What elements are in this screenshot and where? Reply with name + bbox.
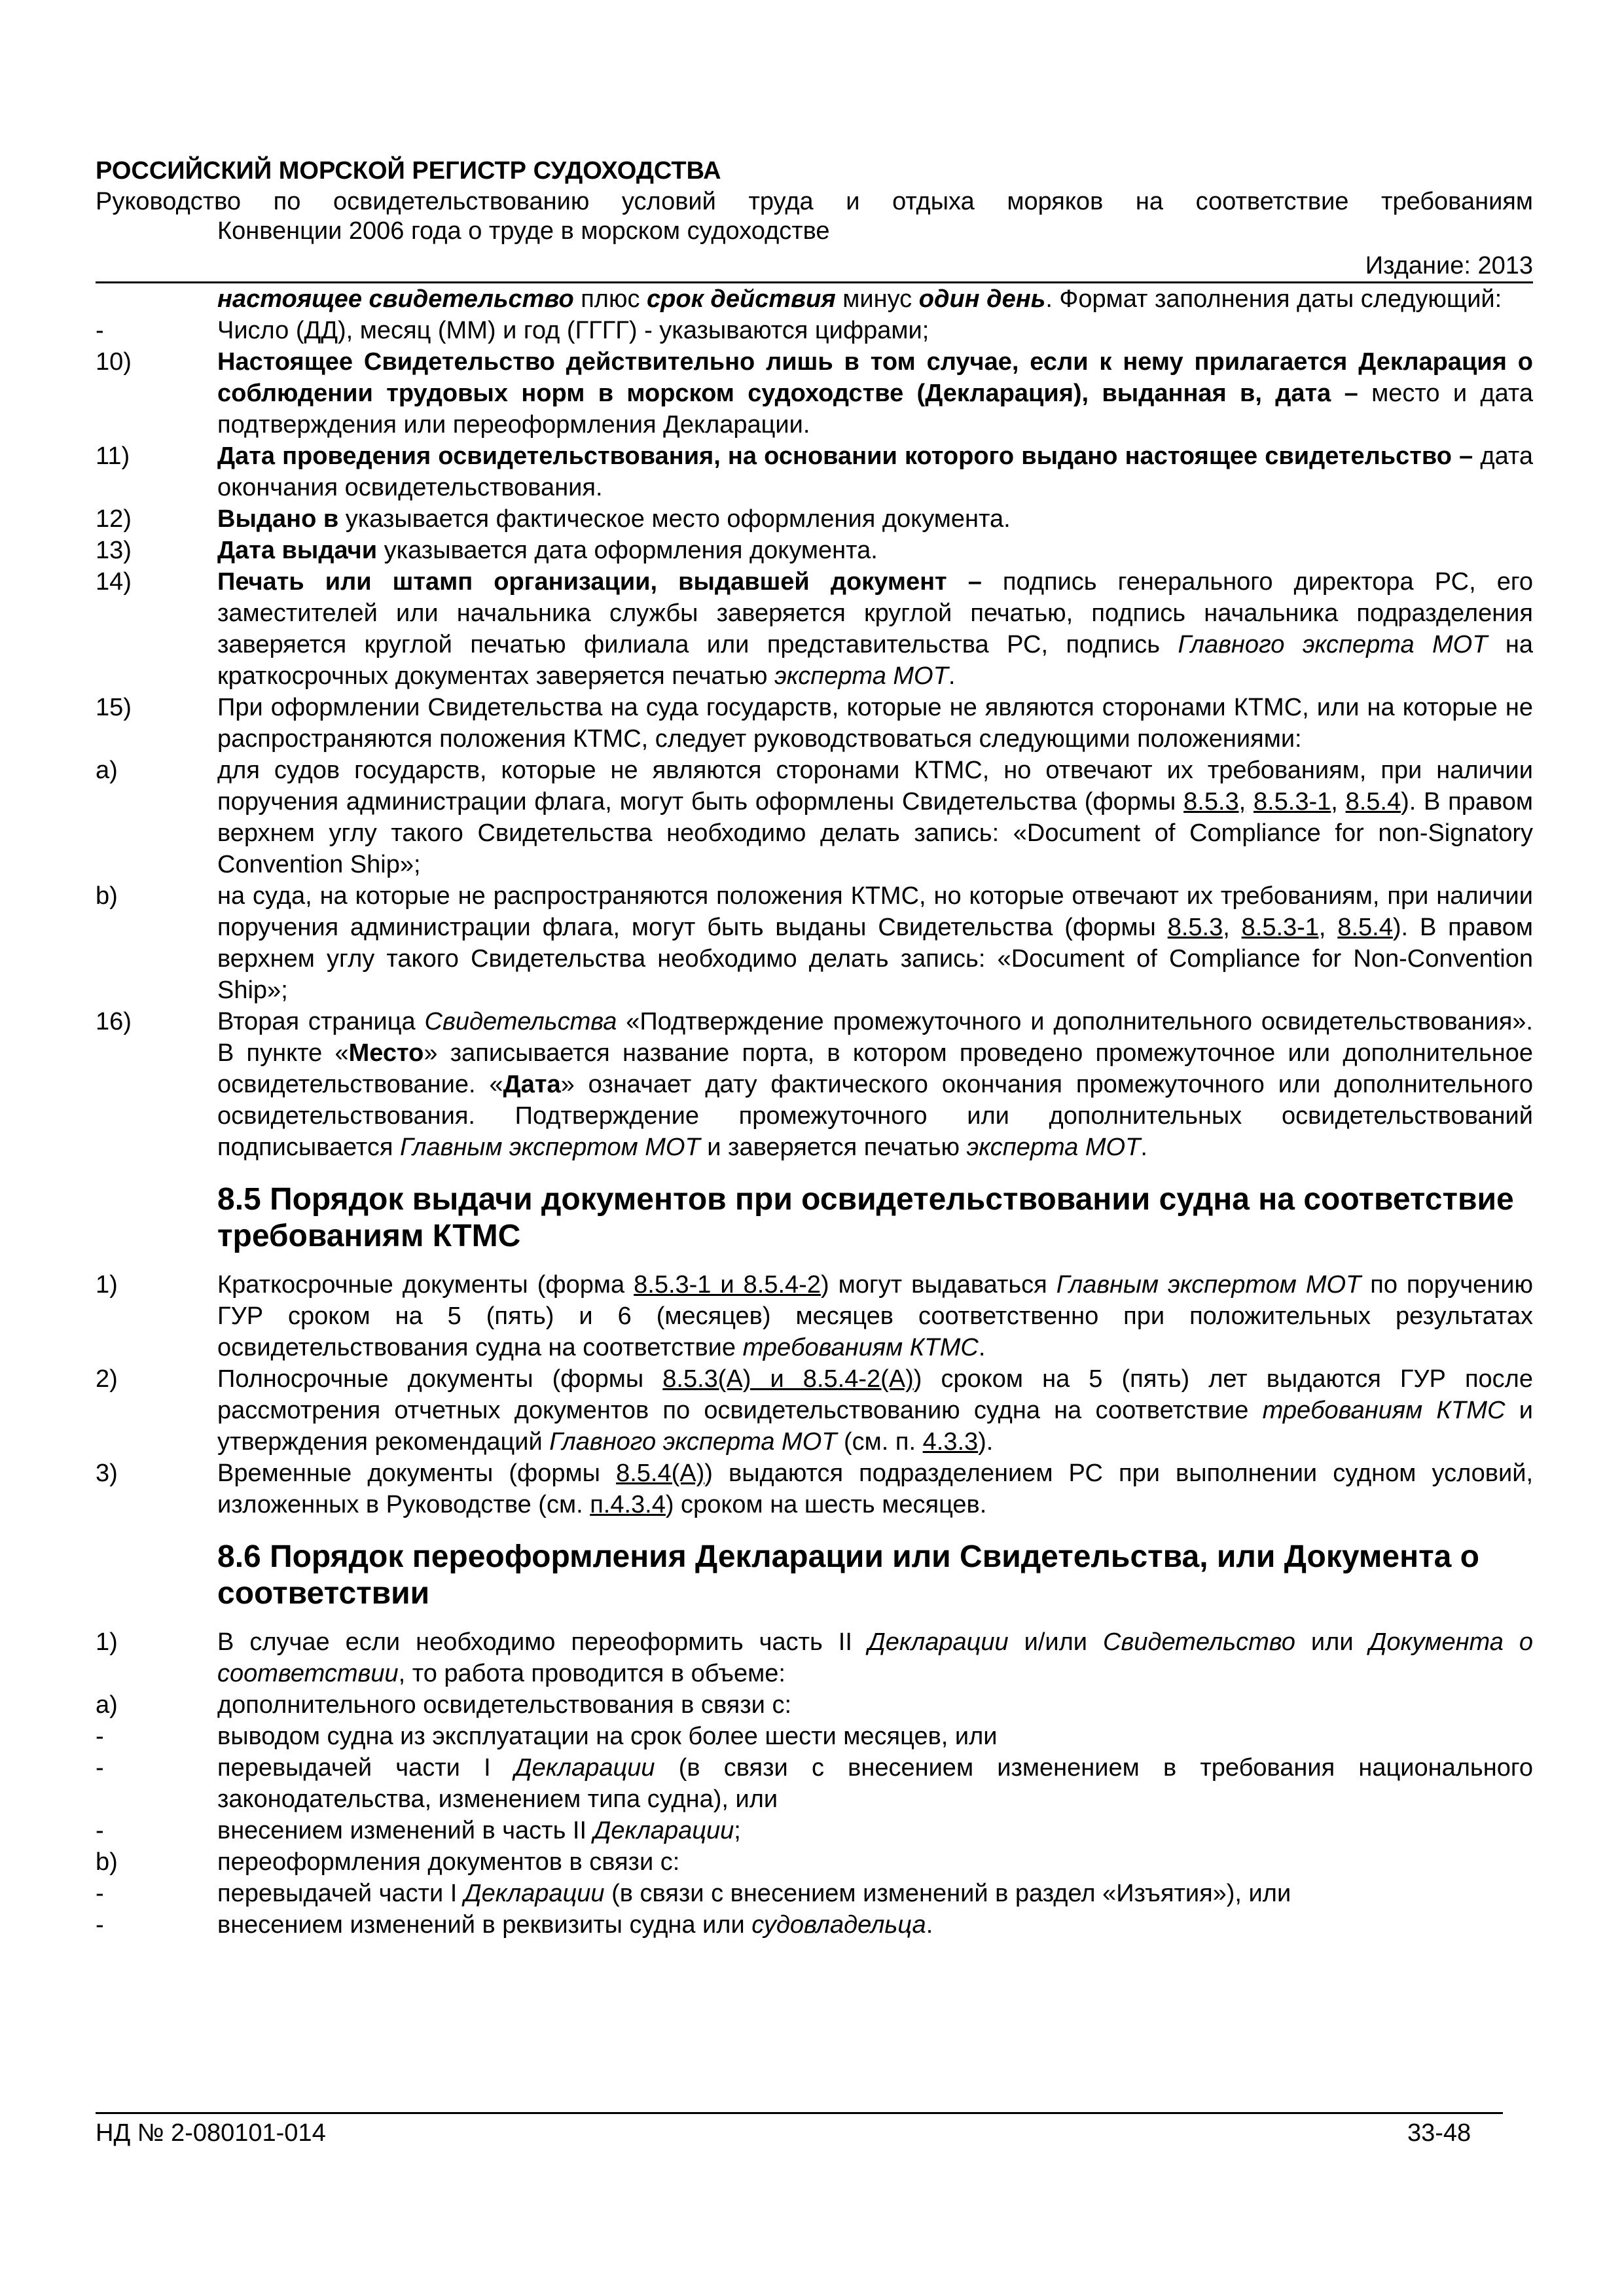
list-item-10: 10) Настоящее Свидетельство действительно лишь в том случае, если к нему прилагается Декларация о соблюдении трудовых норм в морском судоходстве (Декларация), выданная в, дата – место и дата подтверждения или переоформления Декларации. (96, 348, 1533, 439)
form-link-8-5-3-1-and-8-5-4-2[interactable]: 8.5.3-1 и 8.5.4-2 (634, 1271, 821, 1299)
form-link-8-5-4[interactable]: 8.5.4 (1337, 914, 1393, 941)
form-link-8-5-4a[interactable]: 8.5.4(А) (616, 1460, 705, 1487)
footer-divider (96, 2112, 1503, 2114)
footer-doc-number: НД № 2-080101-014 (96, 2119, 326, 2147)
form-link-8-5-3-1[interactable]: 8.5.3-1, (1241, 914, 1326, 941)
section-8-6-item-b-1: - перевыдачей части I Декларации (в связи с внесением изменений в раздел «Изъятия»), или (96, 1880, 1291, 1907)
list-item-14: 14) Печать или штамп организации, выдавшей документ – подпись генерального директора РС, его заместителей или начальника службы заверяется круглой печатью, подпись начальника подразделения заверяется круглой печатью филиала или представительства РС, подпись Главного эксперта МОТ на краткосрочных документах заверяется печатью эксперта МОТ. (96, 568, 1534, 690)
section-link-4-3-3[interactable]: 4.3.3 (922, 1428, 979, 1456)
form-link-8-5-4[interactable]: 8.5.4 (1345, 788, 1401, 816)
term-validity: срок действия (647, 285, 836, 313)
form-link-8-5-3-1[interactable]: 8.5.3-1 (1253, 788, 1331, 816)
list-item-16: 16) Вторая страница Свидетельства «Подтверждение промежуточного и дополнительного освидетельствования». В пункте «Место» записывается название порта, в котором проведено промежуточное или дополнительное освидетельствование. «Дата» означает дату фактического окончания промежуточного или дополнительного освидетельствования. Подтверждение промежуточного или дополнительных освидетельствований подписывается Главным экспертом МОТ и заверяется печатью эксперта МОТ. (96, 1008, 1534, 1161)
list-item-12: 12) Выдано в указывается фактическое место оформления документа. (96, 505, 1011, 533)
header-subtitle-line2: Конвенции 2006 года о труде в морском судоходстве (217, 217, 830, 245)
section-heading-8-6: 8.6 Порядок переоформления Декларации или Свидетельства, или Документа о соответствии (217, 1539, 1479, 1611)
list-item-15b: b) на суда, на которые не распространяются положения КТМС, но которые отвечают их требованиям, при наличии поручения администрации флага, могут быть выданы Свидетельства (формы 8.5.3, 8.5.3-1, 8.5.4). В правом верхнем углу такого Свидетельства необходимо делать запись: «Document of Compliance for Non-Convention Ship»; (96, 882, 1534, 1004)
header-subtitle-line1: Руководство по освидетельствованию условий труда и отдыха моряков на соответствие требованиям (96, 188, 1533, 215)
term-certificate: настоящее свидетельство (217, 285, 574, 313)
section-8-6-item-1: 1) В случае если необходимо переоформить часть II Декларации и/или Свидетельство или Документа о соответствии, то работа проводится в объеме: (96, 1628, 1533, 1687)
form-link-8-5-3a-and-8-5-4-2a[interactable]: 8.5.3(А) и 8.5.4-2(А) (662, 1365, 914, 1393)
list-item-date-format: - Число (ДД), месяц (ММ) и год (ГГГГ) - указываются цифрами; (96, 317, 929, 344)
list-item-11: 11) Дата проведения освидетельствования, на основании которого выдано настоящее свидетельство – дата окончания освидетельствования. (96, 442, 1534, 501)
section-8-6-item-a: a) дополнительного освидетельствования в связи с: (96, 1691, 792, 1719)
main-content (96, 283, 1533, 1941)
section-8-6-item-a-2: - перевыдачей части I Декларации (в связи с внесением изменением в требования национального законодательства, изменением типа судна), или (96, 1754, 1534, 1813)
list-item-13: 13) Дата выдачи указывается дата оформления документа. (96, 537, 878, 564)
section-8-5-item-3: 3) Временные документы (формы 8.5.4(А)) выдаются подразделением РС при выполнении судном условий, изложенных в Руководстве (см. п.4.3.4) сроком на шесть месяцев. (96, 1460, 1534, 1518)
list-item-15a: a) для судов государств, которые не являются сторонами КТМС, но отвечают их требованиям, при наличии поручения администрации флага, могут быть оформлены Свидетельства (формы 8.5.3, 8.5.3-1, 8.5.4). В правом верхнем углу такого Свидетельства необходимо делать запись: «Document of Compliance for non-Signatory Convention Ship»; (96, 757, 1534, 878)
continuation-paragraph: настоящее свидетельство плюс срок действия минус один день. Формат заполнения даты следующий: (217, 285, 1502, 313)
section-8-6-item-a-3: - внесением изменений в часть II Декларации; (96, 1817, 741, 1844)
form-link-8-5-3[interactable]: 8.5.3, (1167, 914, 1230, 941)
list-item-15: 15) При оформлении Свидетельства на суда государств, которые не являются сторонами КТМС, или на которые не распространяются положения КТМС, следует руководствоваться следующими положениями: (96, 694, 1533, 753)
header-edition: Издание: 2013 (1365, 252, 1533, 279)
form-link-8-5-3[interactable]: 8.5.3, (1183, 788, 1246, 816)
section-8-6-item-b: b) переоформления документов в связи с: (96, 1848, 680, 1876)
header-organization: РОССИЙСКИЙ МОРСКОЙ РЕГИСТР СУДОХОДСТВА (96, 157, 721, 185)
section-8-6-item-b-2: - внесением изменений в реквизиты судна или судовладельца. (96, 1911, 933, 1939)
section-8-6-item-a-1: - выводом судна из эксплуатации на срок более шести месяцев, или (96, 1723, 998, 1750)
section-8-5-item-2: 2) Полносрочные документы (формы 8.5.3(А) и 8.5.4-2(А)) сроком на 5 (пять) лет выдаются ГУР после рассмотрения отчетных документов по освидетельствованию судна на соответствие требованиям КТМС и утверждения рекомендаций Главного эксперта МОТ (см. п. 4.3.3). (96, 1365, 1533, 1456)
section-heading-8-5: 8.5 Порядок выдачи документов при освидетельствовании судна на соответствие требованиям КТМС (217, 1182, 1514, 1253)
footer-page-number: 33-48 (1407, 2119, 1471, 2147)
section-link-4-3-4[interactable]: п.4.3.4 (590, 1491, 666, 1518)
section-8-5-item-1: 1) Краткосрочные документы (форма 8.5.3-1 и 8.5.4-2) могут выдаваться Главным экспертом МОТ по поручению ГУР сроком на 5 (пять) и 6 (месяцев) месяцев соответственно при положительных результатах освидетельствования судна на соответствие требованиям КТМС. (96, 1271, 1533, 1361)
term-one-day: один день (918, 285, 1046, 313)
